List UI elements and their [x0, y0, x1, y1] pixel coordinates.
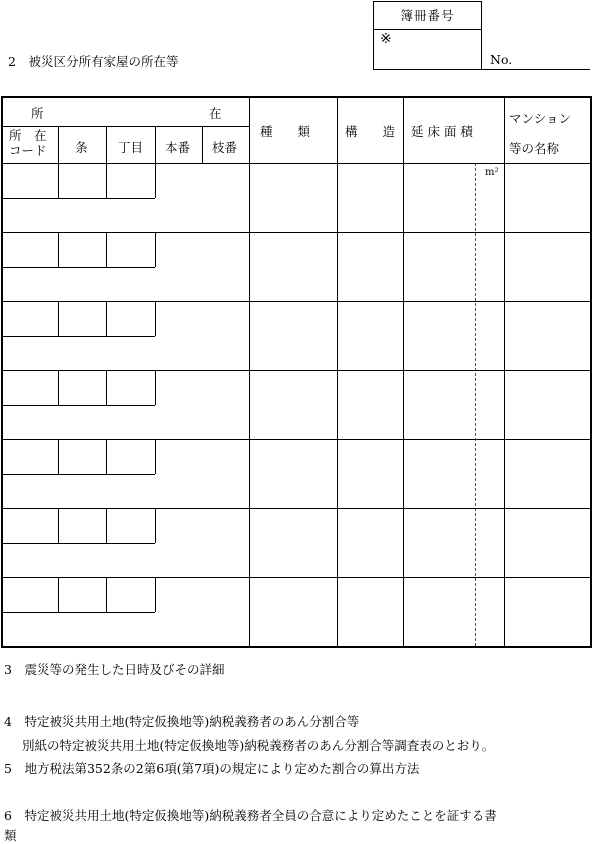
table-row[interactable]: [3, 508, 590, 577]
header-edaban: 枝番: [212, 140, 238, 155]
header-location-code-line2: コード: [9, 143, 47, 158]
header-col-line: [58, 126, 59, 163]
property-table: [1, 96, 592, 648]
header-col-line: [106, 126, 107, 163]
table-row[interactable]: [3, 232, 590, 301]
section-6-title-line2: 類: [4, 828, 17, 843]
header-chome: 丁目: [118, 140, 144, 155]
header-mansion-line1: マンション: [509, 111, 571, 126]
header-col-line: [202, 126, 203, 163]
register-number-label: 簿冊番号: [374, 2, 481, 30]
section-2-title: 2 被災区分所有家屋の所在等: [8, 54, 179, 69]
section-4-title: 4 特定被災共用土地(特定仮換地等)納税義務者のあん分割合等: [4, 714, 360, 729]
header-type: 種 類: [260, 124, 311, 139]
header-jo: 条: [75, 140, 88, 155]
header-location-code: [9, 128, 47, 158]
register-no-label: No.: [490, 52, 513, 67]
section-6-title-line1: 6 特定被災共用土地(特定仮換地等)納税義務者全員の合意により定めたことを証する書: [4, 808, 497, 823]
table-row[interactable]: [3, 577, 590, 646]
header-mansion-line2: 等の名称: [509, 141, 560, 156]
header-location-right: 在: [209, 106, 222, 121]
area-unit: m²: [485, 167, 499, 178]
register-no-underline: [482, 69, 590, 70]
header-floor-area: 延 床 面 積: [411, 124, 473, 139]
header-subdivider: [3, 126, 249, 127]
header-location-code-line1: 所 在: [9, 128, 47, 143]
table-row[interactable]: [3, 370, 590, 439]
header-structure: 構 造: [345, 124, 396, 139]
header-mansion-name: [509, 104, 571, 164]
table-row[interactable]: [3, 301, 590, 370]
header-honban: 本番: [165, 140, 191, 155]
section-5-title: 5 地方税法第352条の2第6項(第7項)の規定により定めた割合の算出方法: [4, 761, 420, 776]
register-mark: ※: [380, 31, 392, 47]
table-row[interactable]: [3, 163, 590, 232]
table-row[interactable]: [3, 439, 590, 508]
section-3-title: 3 震災等の発生した日時及びその詳細: [4, 662, 225, 677]
register-number-box: [373, 1, 482, 70]
header-col-line: [155, 126, 156, 163]
header-location-left: 所: [31, 106, 44, 121]
section-4-body: 別紙の特定被災共用土地(特定仮換地等)納税義務者のあん分割合等調査表のとおり。: [22, 738, 495, 753]
